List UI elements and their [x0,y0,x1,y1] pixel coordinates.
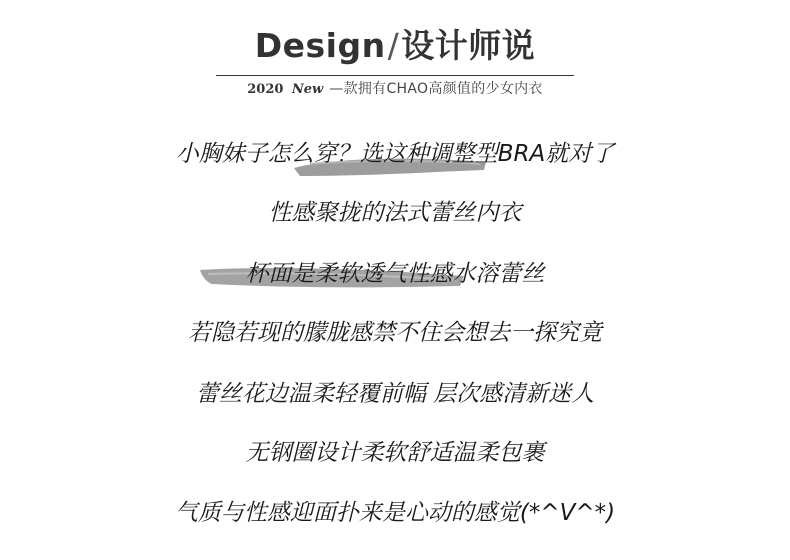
description-line: 杯面是柔软透气性感水溶蕾丝 [245,261,545,287]
title-english: Design [254,26,386,65]
description-line: 性感聚拢的法式蕾丝内衣 [268,200,522,226]
description-line: 气质与性感迎面扑来是心动的感觉(*^V^*) [174,500,616,526]
new-label: New [291,82,324,97]
title-slash: / [387,26,400,65]
description-line: 无钢圈设计柔软舒适温柔包裹 [245,440,545,466]
title-chinese: 设计师说 [401,26,536,65]
description-line: 若隐若现的朦胧感禁不住会想去一探究竟 [188,320,602,346]
description-line: 小胸妹子怎么穿？选这种调整型BRA就对了 [175,141,615,167]
description-line: 蕾丝花边温柔轻覆前幅 层次感清新迷人 [195,381,595,407]
year-label: 2020 [247,82,284,97]
tagline: —款拥有CHAO高颜值的少女内衣 [329,81,543,97]
